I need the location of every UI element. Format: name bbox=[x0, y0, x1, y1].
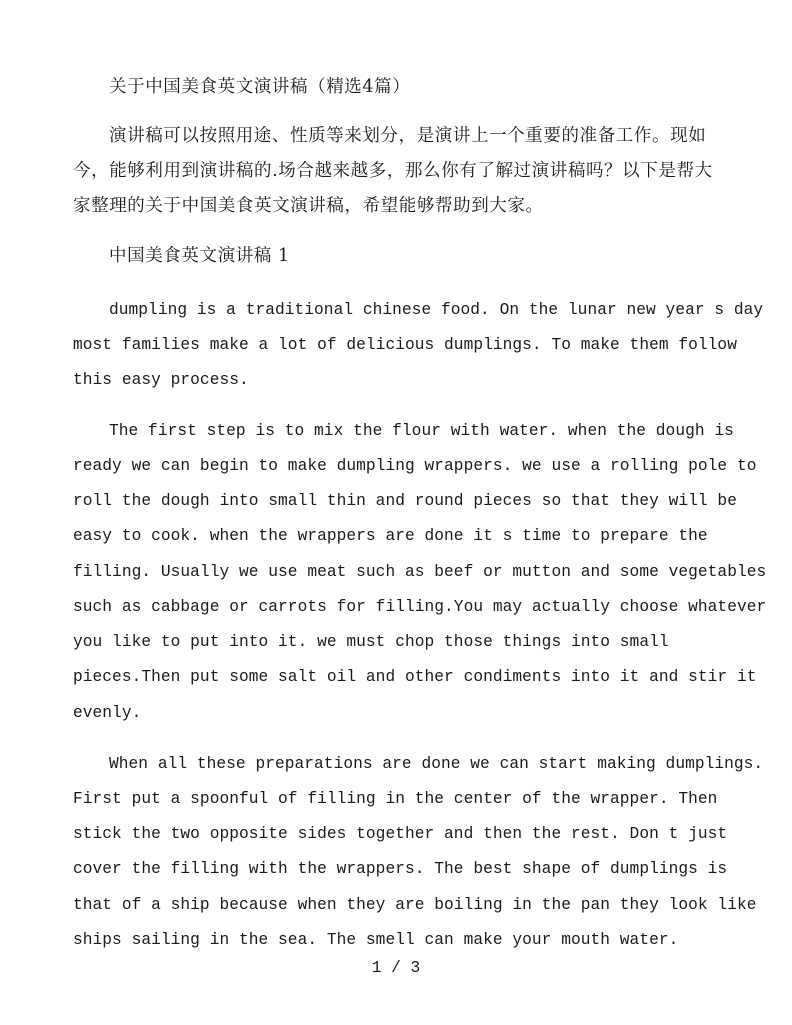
paragraph-line: most families make a lot of delicious dumplings. To make them follow bbox=[73, 336, 737, 354]
paragraph-line: filling. Usually we use meat such as beef or mutton and some vegetables bbox=[73, 563, 767, 581]
paragraph-line: When all these preparations are done we can start making dumplings. bbox=[109, 755, 764, 773]
paragraph-line: you like to put into it. we must chop those things into small bbox=[73, 633, 669, 651]
paragraph-line: First put a spoonful of filling in the center of the wrapper. Then bbox=[73, 790, 718, 808]
paragraph-line: that of a ship because when they are boiling in the pan they look like bbox=[73, 896, 757, 914]
paragraph-line: dumpling is a traditional chinese food. On the lunar new year s day bbox=[109, 301, 764, 319]
paragraph-line: cover the filling with the wrappers. The best shape of dumplings is bbox=[73, 860, 728, 878]
section-heading: 中国美食英文演讲稿 1 bbox=[109, 246, 290, 266]
intro-line: 家整理的关于中国美食英文演讲稿，希望能够帮助到大家。 bbox=[73, 196, 544, 216]
paragraph-line: ships sailing in the sea. The smell can make your mouth water. bbox=[73, 931, 679, 949]
paragraph-line: pieces.Then put some salt oil and other condiments into it and stir it bbox=[73, 668, 757, 686]
paragraph-line: stick the two opposite sides together and then the rest. Don t just bbox=[73, 825, 728, 843]
paragraph-line: this easy process. bbox=[73, 371, 249, 389]
paragraph-line: roll the dough into small thin and round pieces so that they will be bbox=[73, 492, 737, 510]
paragraph-line: evenly. bbox=[73, 704, 142, 722]
intro-line: 演讲稿可以按照用途、性质等来划分，是演讲上一个重要的准备工作。现如 bbox=[109, 126, 707, 146]
page-indicator: 1 / 3 bbox=[371, 959, 421, 977]
paragraph-line: ready we can begin to make dumpling wrappers. we use a rolling pole to bbox=[73, 457, 757, 475]
document-title: 关于中国美食英文演讲稿（精选4篇） bbox=[109, 77, 411, 97]
paragraph-line: easy to cook. when the wrappers are done it s time to prepare the bbox=[73, 527, 708, 545]
paragraph-line: such as cabbage or carrots for filling.You may actually choose whatever bbox=[73, 598, 767, 616]
intro-line: 今，能够利用到演讲稿的.场合越来越多，那么你有了解过演讲稿吗？以下是帮大 bbox=[73, 161, 713, 181]
paragraph-line: The first step is to mix the flour with water. when the dough is bbox=[109, 422, 734, 440]
